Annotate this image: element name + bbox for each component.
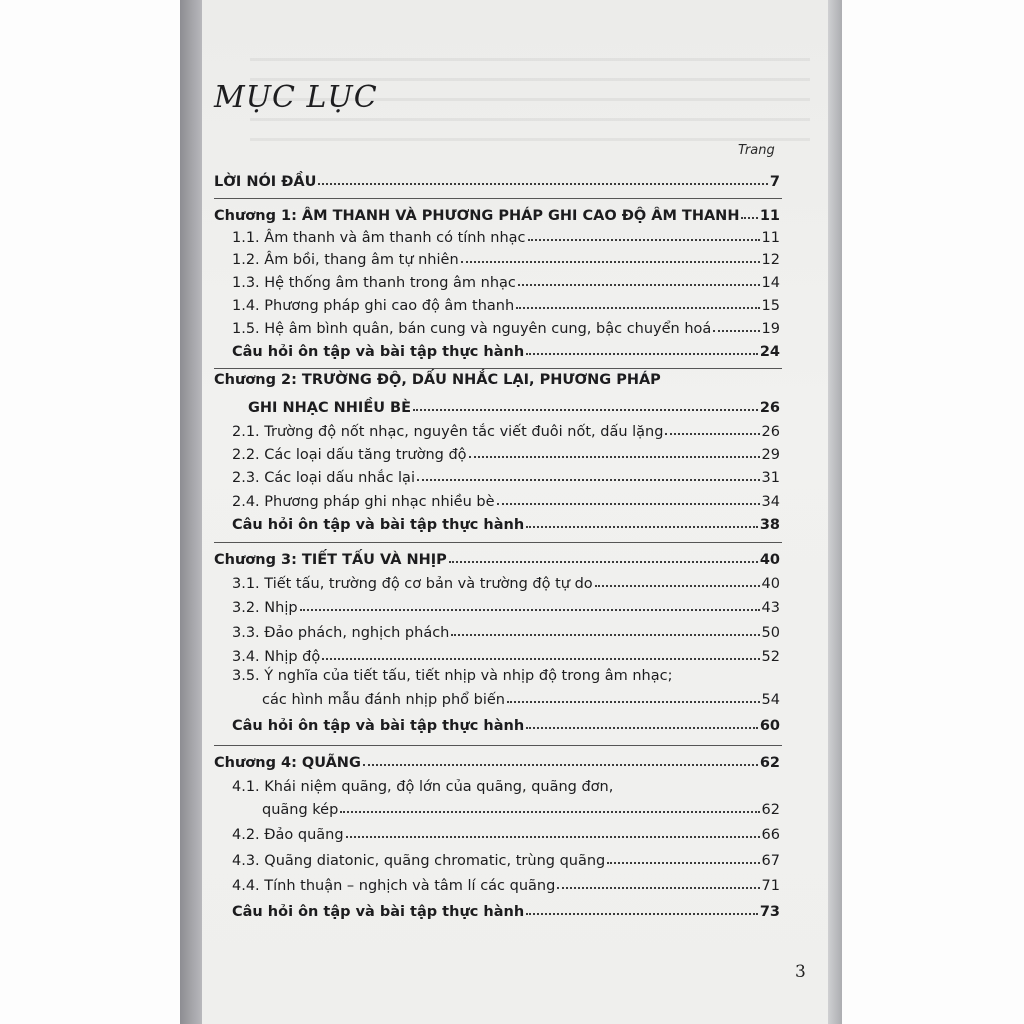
chapter-divider: [214, 745, 782, 746]
entry-title: 4.3. Quãng diatonic, quãng chromatic, trùng quãng: [232, 853, 606, 869]
entry-title: 1.2. Âm bồi, thang âm tự nhiên: [232, 252, 459, 268]
entry-page: 19: [761, 321, 780, 337]
leader-dots: [417, 479, 760, 481]
entry-title: 1.3. Hệ thống âm thanh trong âm nhạc: [232, 275, 516, 291]
leader-dots: [413, 409, 758, 411]
leader-dots: [340, 811, 759, 813]
entry-page: 15: [761, 298, 780, 314]
leader-dots: [346, 836, 760, 838]
entry-title: 3.1. Tiết tấu, trường độ cơ bản và trường độ tự do: [232, 576, 593, 592]
leader-dots: [300, 609, 760, 611]
leader-dots: [507, 701, 760, 703]
toc-entry: [232, 292, 780, 314]
leader-dots: [595, 585, 760, 587]
chapter-page: 11: [759, 208, 780, 224]
leader-dots: [451, 634, 759, 636]
leader-dots: [528, 239, 760, 241]
entry-page: 62: [761, 802, 780, 818]
toc-entry: [232, 872, 780, 894]
toc-entry: [232, 821, 780, 843]
toc-entry-multiline-cont: [262, 686, 780, 708]
leader-dots: [526, 353, 758, 355]
entry-title: 1.1. Âm thanh và âm thanh có tính nhạc: [232, 230, 526, 246]
toc-entry: [232, 418, 780, 440]
page-shadow-left: [180, 0, 202, 1024]
entry-title: Câu hỏi ôn tập và bài tập thực hành: [232, 517, 525, 533]
toc-entry-preface: [214, 168, 780, 190]
entry-title: 2.2. Các loại dấu tăng trường độ: [232, 447, 467, 463]
entry-page: 34: [761, 494, 780, 510]
page-column-label: Trang: [738, 143, 775, 158]
entry-title: 2.3. Các loại dấu nhắc lại: [232, 470, 415, 486]
chapter-2-heading: Chương 2: TRƯỜNG ĐỘ, DẤU NHẮC LẠI, PHƯƠNG PHÁP: [214, 372, 661, 388]
toc-entry-review: [232, 338, 780, 360]
leader-dots: [449, 561, 758, 563]
toc-heading: MỤC LỤC: [214, 80, 378, 115]
leader-dots: [557, 887, 759, 889]
entry-page: 73: [759, 904, 780, 920]
entry-title: 3.4. Nhịp độ: [232, 649, 321, 665]
toc-entry: [232, 246, 780, 268]
leader-dots: [363, 764, 758, 766]
entry-title: Câu hỏi ôn tập và bài tập thực hành: [232, 718, 525, 734]
toc-entry: [232, 224, 780, 246]
entry-page: 67: [761, 853, 780, 869]
chapter-divider: [214, 368, 782, 369]
chapter-page: 26: [759, 400, 780, 416]
entry-page: 26: [761, 424, 780, 440]
entry-page: 52: [761, 649, 780, 665]
toc-entry: [232, 269, 780, 291]
background-right: [842, 0, 1024, 1024]
entry-title: 3.2. Nhịp: [232, 600, 298, 616]
entry-page: 12: [761, 252, 780, 268]
leader-dots: [665, 433, 759, 435]
leader-dots: [526, 526, 758, 528]
toc-entry-multiline: 4.1. Khái niệm quãng, độ lớn của quãng, quãng đơn,: [232, 779, 614, 795]
toc-entry-review: [232, 712, 780, 734]
entry-title: Câu hỏi ôn tập và bài tập thực hành: [232, 344, 525, 360]
leader-dots: [318, 183, 768, 185]
entry-title: LỜI NÓI ĐẦU: [214, 174, 317, 190]
toc-entry: [232, 847, 780, 869]
entry-page: 66: [761, 827, 780, 843]
chapter-page: 62: [759, 755, 780, 771]
entry-title: các hình mẫu đánh nhịp phổ biến: [262, 692, 505, 708]
toc-entry: [232, 315, 780, 337]
entry-page: 38: [759, 517, 780, 533]
entry-page: 60: [759, 718, 780, 734]
chapter-divider: [214, 542, 782, 543]
leader-dots: [322, 658, 759, 660]
entry-page: 50: [761, 625, 780, 641]
entry-page: 11: [761, 230, 780, 246]
leader-dots: [607, 862, 759, 864]
toc-entry: [232, 619, 780, 641]
entry-title: 2.1. Trường độ nốt nhạc, nguyên tắc viết đuôi nốt, dấu lặng: [232, 424, 664, 440]
chapter-page: 40: [759, 552, 780, 568]
entry-title: Câu hỏi ôn tập và bài tập thực hành: [232, 904, 525, 920]
entry-title: 4.2. Đảo quãng: [232, 827, 344, 843]
toc-entry-review: [232, 511, 780, 533]
chapter-4-heading: [214, 749, 780, 771]
chapter-title: GHI NHẠC NHIỀU BÈ: [248, 400, 412, 416]
leader-dots: [497, 503, 760, 505]
entry-page: 14: [761, 275, 780, 291]
chapter-3-heading: [214, 546, 780, 568]
entry-title: 1.4. Phương pháp ghi cao độ âm thanh: [232, 298, 515, 314]
entry-page: 54: [761, 692, 780, 708]
chapter-1-heading: [214, 202, 780, 224]
chapter-divider: [214, 198, 782, 199]
leader-dots: [526, 913, 758, 915]
chapter-title: Chương 3: TIẾT TẤU VÀ NHỊP: [214, 552, 447, 568]
toc-entry: [232, 594, 780, 616]
entry-title: 3.3. Đảo phách, nghịch phách: [232, 625, 450, 641]
leader-dots: [526, 727, 758, 729]
page-number: 3: [795, 962, 806, 982]
leader-dots: [461, 261, 760, 263]
toc-entry: [232, 643, 780, 665]
toc-entry: [232, 488, 780, 510]
entry-title: 1.5. Hệ âm bình quân, bán cung và nguyên cung, bậc chuyển hoá: [232, 321, 712, 337]
entry-page: 43: [761, 600, 780, 616]
entry-page: 7: [769, 174, 780, 190]
leader-dots: [469, 456, 760, 458]
entry-title: 4.4. Tính thuận – nghịch và tâm lí các quãng: [232, 878, 556, 894]
leader-dots: [713, 330, 759, 332]
chapter-title: Chương 4: QUÃNG: [214, 755, 361, 771]
chapter-title: Chương 1: ÂM THANH VÀ PHƯƠNG PHÁP GHI CAO ĐỘ ÂM THANH: [214, 208, 740, 224]
entry-page: 29: [761, 447, 780, 463]
leader-dots: [741, 217, 757, 219]
leader-dots: [516, 307, 759, 309]
entry-page: 40: [761, 576, 780, 592]
toc-entry-multiline-cont: [262, 796, 780, 818]
entry-title: 2.4. Phương pháp ghi nhạc nhiều bè: [232, 494, 495, 510]
background-left: [0, 0, 180, 1024]
entry-title: quãng kép: [262, 802, 339, 818]
toc-entry: [232, 464, 780, 486]
leader-dots: [518, 284, 760, 286]
entry-page: 24: [759, 344, 780, 360]
entry-page: 71: [761, 878, 780, 894]
toc-entry-multiline: 3.5. Ý nghĩa của tiết tấu, tiết nhịp và nhịp độ trong âm nhạc;: [232, 668, 673, 684]
chapter-2-heading-cont: [248, 394, 780, 416]
toc-entry-review: [232, 898, 780, 920]
toc-entry: [232, 570, 780, 592]
toc-entry: [232, 441, 780, 463]
entry-page: 31: [761, 470, 780, 486]
